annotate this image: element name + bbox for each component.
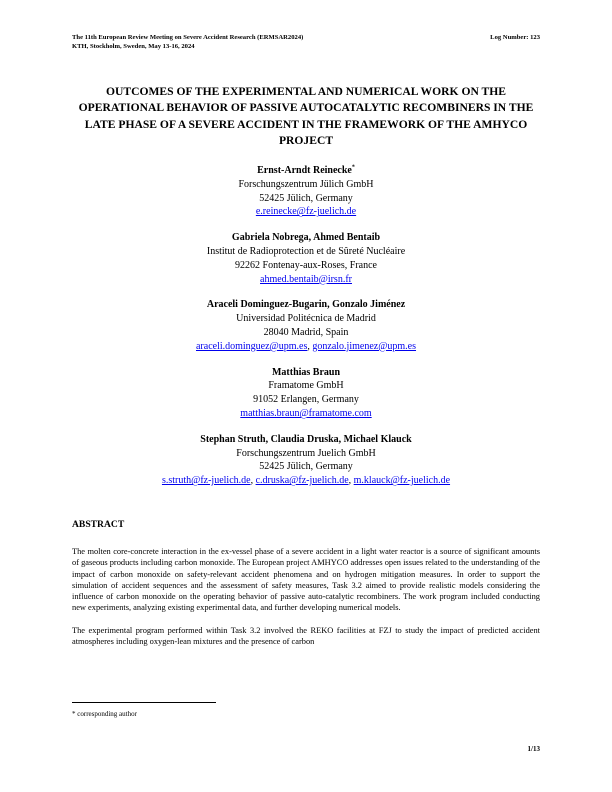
email-link[interactable]: s.struth@fz-juelich.de <box>161 475 251 487</box>
author-affiliation: Institut de Radioprotection et de Sûreté Nucléaire <box>206 245 406 257</box>
author-names: Stephan Struth, Claudia Druska, Michael Klauck <box>200 433 412 445</box>
author-block <box>72 164 540 219</box>
author-emails: araceli.dominguez@upm.es, gonzalo.jimenez@upm.es <box>195 340 417 352</box>
log-number: Log Number: 123 <box>490 34 540 41</box>
author-names: Araceli Dominguez-Bugarin, Gonzalo Jiménez <box>206 299 406 311</box>
author-affiliation: Universidad Politécnica de Madrid <box>236 313 376 325</box>
email-link[interactable]: araceli.dominguez@upm.es <box>195 340 308 352</box>
venue-line: KTH, Stockholm, Sweden, May 13-16, 2024 <box>72 42 195 50</box>
conference-line: The 11th European Review Meeting on Severe Accident Research (ERMSAR2024) <box>72 34 304 41</box>
page-number: 1/13 <box>527 745 540 753</box>
author-address: 91052 Erlangen, Germany <box>253 394 359 406</box>
abstract-paragraph: The experimental program performed within Task 3.2 involved the REKO facilities at FZJ to study the impact of predicted accident atmospheres including oxygen-lean mixtures and the presence of carbon <box>72 625 540 646</box>
author-emails <box>72 273 540 287</box>
abstract-heading: ABSTRACT <box>72 519 125 530</box>
author-address: 52425 Jülich, Germany <box>259 192 353 204</box>
abstract-paragraph: The molten core-concrete interaction in the ex-vessel phase of a severe accident in a light water reactor is a source of significant amounts of gaseous products including carbon monoxide. The European project AMHYCO addresses open issues related to the understanding of the impact of carbon monoxide on safety-relevant accident phenomena and on hydrogen mitigation measures. In order to support the simulation of accident sequences and the assessment of safety measures, Task 3.2 aimed to provide realistic models considering the influence of carbon monoxide on the operating behavior of passive auto-catalytic recombiners. The work program included conducting new experiments, analyzing existing experimental data, and further developing numerical models. <box>72 547 540 613</box>
author-block <box>72 433 540 488</box>
author-address: 28040 Madrid, Spain <box>263 326 349 338</box>
author-names: Gabriela Nobrega, Ahmed Bentaib <box>231 232 381 244</box>
author-address: 92262 Fontenay-aux-Roses, France <box>235 259 377 271</box>
author-emails <box>72 205 540 219</box>
running-header <box>72 34 540 51</box>
email-link[interactable]: ahmed.bentaib@irsn.fr <box>260 273 352 285</box>
author-affiliation: Framatome GmbH <box>268 380 344 392</box>
author-address: 52425 Jülich, Germany <box>259 461 353 473</box>
email-link[interactable]: matthias.braun@framatome.com <box>240 407 372 419</box>
author-affiliation: Forschungszentrum Juelich GmbH <box>236 447 376 459</box>
email-link[interactable]: c.druska@fz-juelich.de <box>255 475 349 487</box>
author-list <box>72 164 540 500</box>
corresponding-author-mark: * <box>351 164 355 171</box>
footnote: * corresponding author <box>72 710 137 718</box>
abstract-body <box>72 546 540 658</box>
author-block <box>72 366 540 421</box>
author-names: Ernst-Arndt Reinecke* <box>257 164 355 176</box>
author-emails <box>72 407 540 421</box>
email-link[interactable]: gonzalo.jimenez@upm.es <box>312 340 417 352</box>
author-block <box>72 298 540 353</box>
footnote-rule <box>72 702 216 703</box>
email-link[interactable]: m.klauck@fz-juelich.de <box>353 475 451 487</box>
author-block <box>72 231 540 286</box>
author-affiliation: Forschungszentrum Jülich GmbH <box>238 178 374 190</box>
author-emails: s.struth@fz-juelich.de, c.druska@fz-juelich.de, m.klauck@fz-juelich.de <box>161 475 451 487</box>
paper-title: OUTCOMES OF THE EXPERIMENTAL AND NUMERICAL WORK ON THE OPERATIONAL BEHAVIOR OF PASSIVE AUTOCATALYTIC RECOMBINERS IN THE LATE PHASE OF A SEVERE ACCIDENT IN THE FRAMEWORK OF THE AMHYCO PROJECT <box>78 85 534 147</box>
email-link[interactable]: e.reinecke@fz-juelich.de <box>255 206 357 218</box>
author-names: Matthias Braun <box>271 366 341 378</box>
